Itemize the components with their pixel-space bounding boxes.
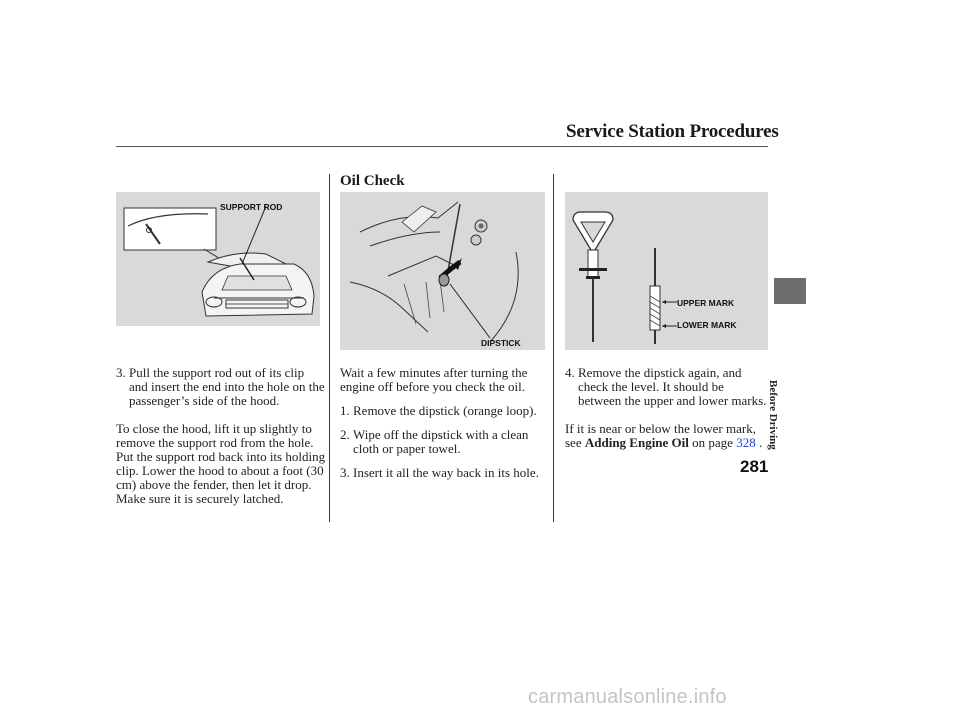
column2-text: [340, 366, 550, 480]
page-header-title: Service Station Procedures: [566, 121, 779, 142]
step-text: Remove the dipstick (orange loop).: [353, 403, 537, 418]
step-number: 2.: [340, 427, 350, 442]
column-divider-right: [553, 174, 554, 522]
engine-dipstick-figure: [340, 192, 545, 350]
step-text: Insert it all the way back in its hole.: [353, 465, 539, 480]
step-2-oil: [340, 428, 550, 456]
dipstick-callout: DIPSTICK: [481, 338, 521, 348]
step-text: Remove the dipstick again, and check the level. It should be between the upper and lower marks.: [578, 365, 767, 408]
section-side-label: Before Driving: [767, 380, 779, 450]
step-number: 1.: [340, 403, 350, 418]
step-4-oil: [565, 366, 770, 408]
step-3-hood: [116, 366, 326, 408]
column-divider-left: [329, 174, 330, 522]
section-heading: Oil Check: [340, 173, 405, 189]
paragraph-middle: on page: [688, 435, 737, 450]
step-text: Pull the support rod out of its clip and insert the end into the hole on the passenger’s side of the hood.: [129, 365, 325, 408]
hood-support-figure: [116, 192, 320, 326]
engine-illustration: [340, 192, 545, 350]
dipstick-illustration: [565, 192, 768, 350]
paragraph-prefix: If it is near or below the lower mark, see: [565, 421, 756, 450]
adding-oil-paragraph: [565, 422, 770, 450]
column3-text: [565, 366, 770, 450]
adding-engine-oil-ref: Adding Engine Oil: [584, 435, 689, 450]
lower-mark-callout: LOWER MARK: [677, 320, 737, 330]
column1-text: [116, 366, 326, 506]
paragraph-suffix: .: [755, 435, 763, 450]
section-tab-marker: [774, 278, 806, 304]
header-rule: [116, 146, 768, 147]
support-rod-callout: SUPPORT ROD: [220, 202, 283, 212]
step-1-oil: [340, 404, 550, 418]
dipstick-detail-figure: [565, 192, 768, 350]
hood-illustration: [116, 192, 320, 326]
step-3-oil: [340, 466, 550, 480]
step-text: Wipe off the dipstick with a clean cloth or paper towel.: [353, 427, 529, 456]
site-watermark: carmanualsonline.info: [528, 686, 727, 708]
page-328-link[interactable]: 328: [736, 435, 756, 450]
upper-mark-callout: UPPER MARK: [677, 298, 735, 308]
page-number: 281: [740, 457, 769, 476]
step-number: 4.: [565, 365, 575, 380]
oil-check-intro: Wait a few minutes after turning the engine off before you check the oil.: [340, 365, 528, 394]
step-number: 3.: [116, 365, 126, 380]
step-number: 3.: [340, 465, 350, 480]
hood-close-paragraph: To close the hood, lift it up slightly to remove the support rod from the hole. Put the support rod back into its holding clip. Lower the hood to about a foot (30 cm) above the fender, then let it drop. Make sure it is securely latched.: [116, 421, 326, 506]
